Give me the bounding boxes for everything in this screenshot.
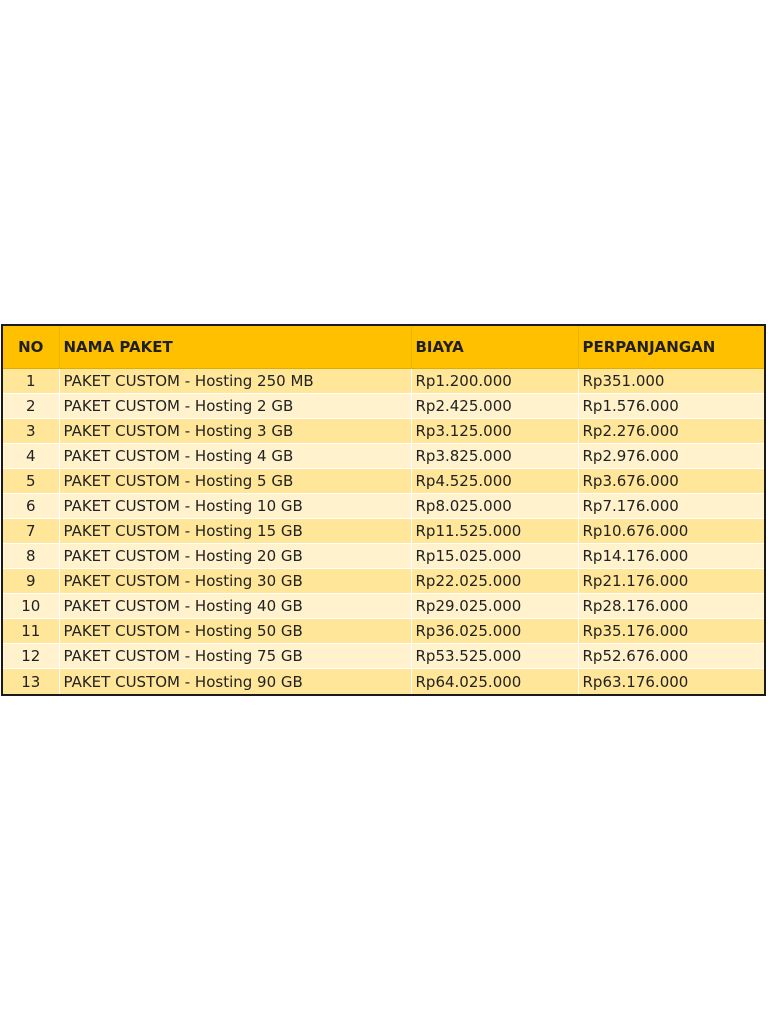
table-row xyxy=(3,619,764,644)
cell-no: 8 xyxy=(3,543,59,568)
header-cost: BIAYA xyxy=(411,326,578,368)
cell-cost: Rp3.125.000 xyxy=(411,418,578,443)
cell-package-name: PAKET CUSTOM - Hosting 30 GB xyxy=(59,569,411,594)
cell-package-name: PAKET CUSTOM - Hosting 2 GB xyxy=(59,393,411,418)
cell-no: 4 xyxy=(3,443,59,468)
table-header xyxy=(3,326,764,368)
cell-no: 1 xyxy=(3,368,59,393)
cell-no: 13 xyxy=(3,669,59,694)
cell-renewal: Rp28.176.000 xyxy=(578,594,764,619)
cell-no: 5 xyxy=(3,468,59,493)
cell-no: 11 xyxy=(3,619,59,644)
table-row xyxy=(3,669,764,694)
cell-cost: Rp3.825.000 xyxy=(411,443,578,468)
cell-package-name: PAKET CUSTOM - Hosting 5 GB xyxy=(59,468,411,493)
cell-cost: Rp22.025.000 xyxy=(411,569,578,594)
cell-package-name: PAKET CUSTOM - Hosting 90 GB xyxy=(59,669,411,694)
cell-renewal: Rp351.000 xyxy=(578,368,764,393)
table-body xyxy=(3,368,764,694)
cell-renewal: Rp14.176.000 xyxy=(578,543,764,568)
cell-cost: Rp29.025.000 xyxy=(411,594,578,619)
cell-renewal: Rp10.676.000 xyxy=(578,518,764,543)
cell-cost: Rp1.200.000 xyxy=(411,368,578,393)
cell-no: 3 xyxy=(3,418,59,443)
table-row xyxy=(3,518,764,543)
price-table-container xyxy=(1,324,766,696)
cell-renewal: Rp21.176.000 xyxy=(578,569,764,594)
header-renewal: PERPANJANGAN xyxy=(578,326,764,368)
cell-package-name: PAKET CUSTOM - Hosting 10 GB xyxy=(59,493,411,518)
table-row xyxy=(3,418,764,443)
table-row xyxy=(3,468,764,493)
cell-cost: Rp53.525.000 xyxy=(411,644,578,669)
cell-package-name: PAKET CUSTOM - Hosting 40 GB xyxy=(59,594,411,619)
cell-package-name: PAKET CUSTOM - Hosting 75 GB xyxy=(59,644,411,669)
cell-package-name: PAKET CUSTOM - Hosting 50 GB xyxy=(59,619,411,644)
cell-package-name: PAKET CUSTOM - Hosting 15 GB xyxy=(59,518,411,543)
table-row xyxy=(3,393,764,418)
cell-renewal: Rp52.676.000 xyxy=(578,644,764,669)
hosting-price-table xyxy=(3,326,764,694)
cell-renewal: Rp2.976.000 xyxy=(578,443,764,468)
cell-cost: Rp8.025.000 xyxy=(411,493,578,518)
cell-cost: Rp11.525.000 xyxy=(411,518,578,543)
table-row xyxy=(3,569,764,594)
cell-package-name: PAKET CUSTOM - Hosting 250 MB xyxy=(59,368,411,393)
cell-renewal: Rp2.276.000 xyxy=(578,418,764,443)
table-row xyxy=(3,543,764,568)
cell-package-name: PAKET CUSTOM - Hosting 3 GB xyxy=(59,418,411,443)
cell-renewal: Rp63.176.000 xyxy=(578,669,764,694)
cell-renewal: Rp35.176.000 xyxy=(578,619,764,644)
header-row xyxy=(3,326,764,368)
cell-no: 9 xyxy=(3,569,59,594)
cell-package-name: PAKET CUSTOM - Hosting 4 GB xyxy=(59,443,411,468)
cell-cost: Rp2.425.000 xyxy=(411,393,578,418)
table-row xyxy=(3,493,764,518)
cell-no: 12 xyxy=(3,644,59,669)
cell-cost: Rp64.025.000 xyxy=(411,669,578,694)
table-row xyxy=(3,594,764,619)
cell-no: 7 xyxy=(3,518,59,543)
table-row xyxy=(3,368,764,393)
cell-cost: Rp15.025.000 xyxy=(411,543,578,568)
cell-renewal: Rp1.576.000 xyxy=(578,393,764,418)
table-row xyxy=(3,443,764,468)
cell-no: 10 xyxy=(3,594,59,619)
table-row xyxy=(3,644,764,669)
cell-renewal: Rp3.676.000 xyxy=(578,468,764,493)
header-package-name: NAMA PAKET xyxy=(59,326,411,368)
cell-no: 2 xyxy=(3,393,59,418)
header-no: NO xyxy=(3,326,59,368)
cell-cost: Rp36.025.000 xyxy=(411,619,578,644)
cell-cost: Rp4.525.000 xyxy=(411,468,578,493)
cell-package-name: PAKET CUSTOM - Hosting 20 GB xyxy=(59,543,411,568)
cell-no: 6 xyxy=(3,493,59,518)
cell-renewal: Rp7.176.000 xyxy=(578,493,764,518)
